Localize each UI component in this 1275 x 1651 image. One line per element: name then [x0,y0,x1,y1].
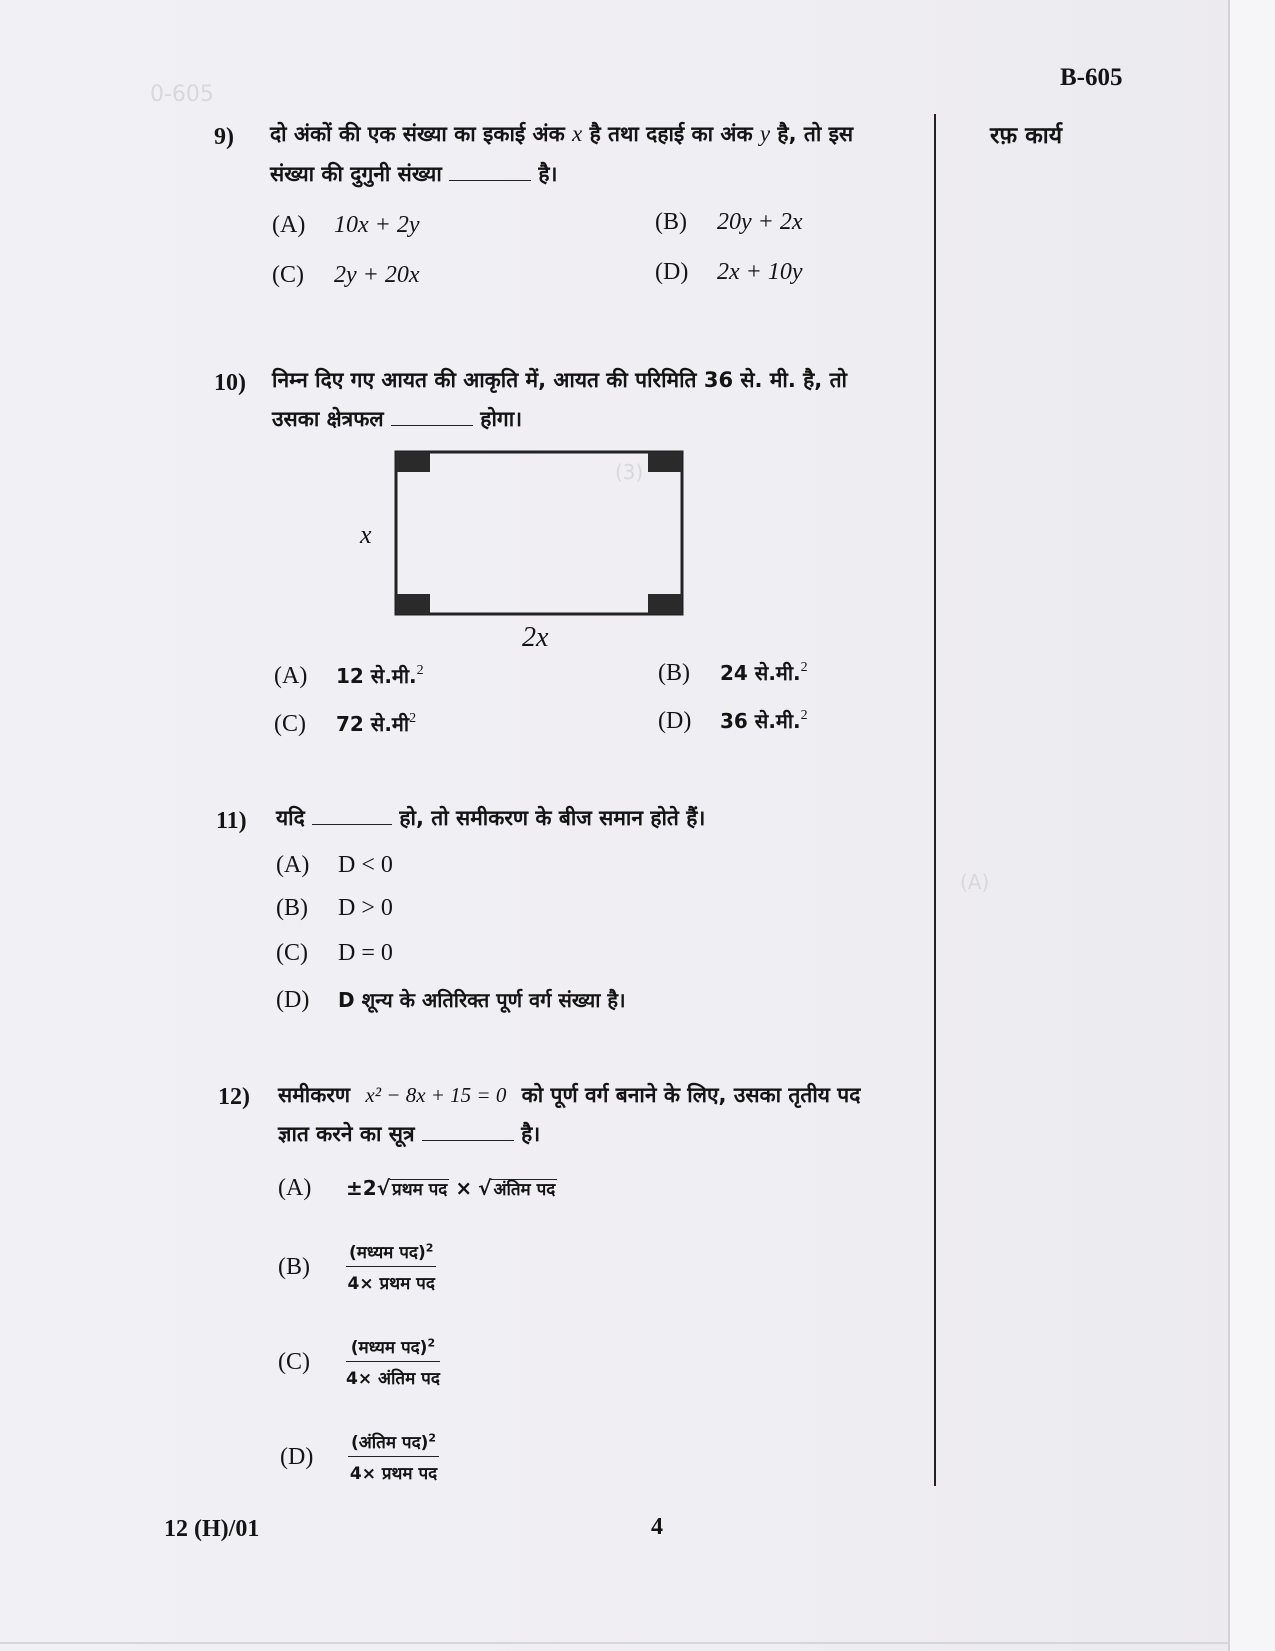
question-number: 12) [218,1084,250,1110]
footer-paper-code: 12 (H)/01 [164,1516,260,1542]
option-c[interactable]: (C) 72 से.मी$^2$ [274,711,417,737]
equation: x² − 8x + 15 = 0 [365,1083,507,1107]
figure-bottom-label: 2x [522,622,549,653]
option-b[interactable]: (B) 20y + 2x [655,209,803,235]
question-text: उसका क्षेत्रफल होगा। [272,407,523,431]
option-b[interactable]: (B) 24 से.मी.$^2$ [658,660,808,686]
show-through-text: (3) [615,460,644,484]
option-d[interactable]: (D) 2x + 10y [655,259,803,285]
option-a[interactable]: (A) D < 0 [276,852,393,878]
fraction: $\frac{(मध्यम पद)^2}{\text{4× अंतिम पद}}$ [346,1336,440,1389]
page-number: 4 [651,1514,663,1540]
question-number: 9) [214,124,234,150]
page-bottom-edge [0,1642,1230,1644]
question-text: संख्या की दुगुनी संख्या है। [270,162,558,186]
question-number: 10) [214,370,246,396]
page-margin-strip [1230,0,1275,1651]
option-d[interactable]: (D) $\frac{(अंतिम पद)^2}{\text{4× प्रथम पद}}$ [280,1431,438,1484]
option-d[interactable]: (D) 36 से.मी.$^2$ [658,708,808,734]
corner-mark [648,594,682,614]
option-a[interactable]: (A) ±2√ प्रथम पद × √ अंतिम पद [278,1175,556,1201]
option-a[interactable]: (A) 10x + 2y [272,212,420,238]
page-edge [1228,0,1230,1651]
question-text: यदि हो, तो समीकरण के बीज समान होते हैं। [276,806,706,830]
show-through-text: 0-605 [150,82,214,107]
option-c[interactable]: (C) D = 0 [276,940,393,966]
corner-mark [396,594,430,614]
paper-code: B-605 [1060,64,1123,91]
option-a[interactable]: (A) 12 से.मी.$^2$ [274,663,424,689]
option-b[interactable]: (B) D > 0 [276,895,393,921]
rough-work-label: रफ़ कार्य [990,123,1063,149]
question-text: ज्ञात करने का सूत्र है। [278,1122,541,1146]
corner-mark [396,452,430,472]
option-c[interactable]: (C) $\frac{(मध्यम पद)^2}{\text{4× अंतिम पद}}$ [278,1336,440,1389]
figure-side-label: x [360,520,372,549]
rough-work-divider [934,114,936,1486]
question-text: निम्न दिए गए आयत की आकृति में, आयत की परिमिति 36 से. मी. है, तो [272,368,847,392]
question-number: 11) [216,808,247,834]
show-through-text: (A) [960,870,990,894]
question-text: दो अंकों की एक संख्या का इकाई अंक x है तथा दहाई का अंक y है, तो इस [270,121,854,146]
option-c[interactable]: (C) 2y + 20x [272,262,420,288]
fraction: $\frac{(मध्यम पद)^2}{\text{4× प्रथम पद}}$ [347,1241,435,1294]
corner-mark [648,452,682,472]
question-text: समीकरण x² − 8x + 15 = 0 को पूर्ण वर्ग बनाने के लिए, उसका तृतीय पद [278,1083,861,1107]
fraction: $\frac{(अंतिम पद)^2}{\text{4× प्रथम पद}}$ [349,1431,438,1484]
option-d[interactable]: (D) D शून्य के अतिरिक्त पूर्ण वर्ग संख्या है। [276,987,626,1013]
option-b[interactable]: (B) $\frac{(मध्यम पद)^2}{\text{4× प्रथम पद}}$ [278,1241,435,1294]
